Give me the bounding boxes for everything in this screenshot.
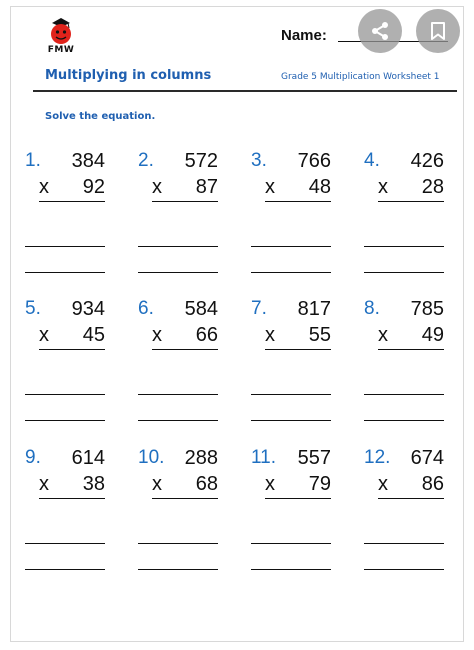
multiplier-row xyxy=(152,473,218,499)
problem-2 xyxy=(138,150,230,290)
problem-12 xyxy=(364,447,456,587)
multiplier-row xyxy=(378,324,444,350)
share-button[interactable] xyxy=(358,9,402,53)
multiplicand: 817 xyxy=(297,298,331,320)
name-label: Name: xyxy=(281,27,327,44)
multiplier-row xyxy=(39,176,105,202)
multiply-sign: x xyxy=(378,176,388,198)
problem-4 xyxy=(364,150,456,290)
multiplicand: 288 xyxy=(184,447,218,469)
multiply-sign: x xyxy=(152,176,162,198)
problem-5 xyxy=(25,298,117,438)
multiplicand: 934 xyxy=(71,298,105,320)
multiplier: 92 xyxy=(82,176,105,198)
multiplicand: 572 xyxy=(184,150,218,172)
multiplier-row xyxy=(265,324,331,350)
problem-1 xyxy=(25,150,117,290)
answer-line[interactable] xyxy=(364,394,444,395)
multiplicand: 384 xyxy=(71,150,105,172)
multiplier: 45 xyxy=(82,324,105,346)
answer-line[interactable] xyxy=(25,394,105,395)
problem-3 xyxy=(251,150,343,290)
multiplier: 49 xyxy=(421,324,444,346)
multiply-sign: x xyxy=(152,324,162,346)
multiplier-row xyxy=(378,176,444,202)
worksheet-title: Multiplying in columns xyxy=(45,68,212,83)
answer-line[interactable] xyxy=(138,543,218,544)
problem-number: 4. xyxy=(364,150,380,171)
answer-line[interactable] xyxy=(364,420,444,421)
multiplicand: 426 xyxy=(410,150,444,172)
answer-line[interactable] xyxy=(251,420,331,421)
multiplier-row xyxy=(39,473,105,499)
multiplicand: 674 xyxy=(410,447,444,469)
answer-line[interactable] xyxy=(251,394,331,395)
problem-number: 7. xyxy=(251,298,267,319)
multiplicand: 614 xyxy=(71,447,105,469)
multiplier: 28 xyxy=(421,176,444,198)
answer-line[interactable] xyxy=(25,420,105,421)
multiplicand: 584 xyxy=(184,298,218,320)
answer-line[interactable] xyxy=(364,569,444,570)
problem-number: 1. xyxy=(25,150,41,171)
answer-line[interactable] xyxy=(364,272,444,273)
problem-number: 6. xyxy=(138,298,154,319)
problem-number: 2. xyxy=(138,150,154,171)
problem-number: 11. xyxy=(251,447,277,468)
multiplicand: 557 xyxy=(297,447,331,469)
answer-line[interactable] xyxy=(138,394,218,395)
bookmark-button[interactable] xyxy=(416,9,460,53)
multiply-sign: x xyxy=(39,176,49,198)
multiplier-row xyxy=(265,176,331,202)
multiply-sign: x xyxy=(265,176,275,198)
multiply-sign: x xyxy=(152,473,162,495)
multiply-sign: x xyxy=(39,324,49,346)
problem-9 xyxy=(25,447,117,587)
multiplier-row xyxy=(378,473,444,499)
multiplier: 68 xyxy=(195,473,218,495)
answer-line[interactable] xyxy=(25,246,105,247)
problem-number: 8. xyxy=(364,298,380,319)
multiplicand: 785 xyxy=(410,298,444,320)
answer-line[interactable] xyxy=(251,272,331,273)
share-icon xyxy=(369,20,391,42)
multiplier: 48 xyxy=(308,176,331,198)
problem-7 xyxy=(251,298,343,438)
problem-6 xyxy=(138,298,230,438)
multiplier: 38 xyxy=(82,473,105,495)
answer-line[interactable] xyxy=(25,569,105,570)
problem-number: 12. xyxy=(364,447,391,468)
answer-line[interactable] xyxy=(138,569,218,570)
multiplier-row xyxy=(265,473,331,499)
problem-number: 9. xyxy=(25,447,41,468)
answer-line[interactable] xyxy=(251,246,331,247)
multiplier: 66 xyxy=(195,324,218,346)
multiplier: 86 xyxy=(421,473,444,495)
problem-number: 10. xyxy=(138,447,165,468)
answer-line[interactable] xyxy=(251,569,331,570)
multiplier-row xyxy=(152,176,218,202)
answer-line[interactable] xyxy=(251,543,331,544)
problem-10 xyxy=(138,447,230,587)
problem-11 xyxy=(251,447,343,587)
multiply-sign: x xyxy=(265,324,275,346)
answer-line[interactable] xyxy=(138,420,218,421)
multiply-sign: x xyxy=(265,473,275,495)
instruction-text: Solve the equation. xyxy=(45,111,156,122)
multiplier: 55 xyxy=(308,324,331,346)
problem-number: 3. xyxy=(251,150,267,171)
multiplier: 79 xyxy=(308,473,331,495)
multiply-sign: x xyxy=(39,473,49,495)
answer-line[interactable] xyxy=(138,272,218,273)
answer-line[interactable] xyxy=(364,246,444,247)
multiply-sign: x xyxy=(378,473,388,495)
logo-text: FMW xyxy=(47,45,75,55)
answer-line[interactable] xyxy=(25,272,105,273)
answer-line[interactable] xyxy=(138,246,218,247)
header-divider xyxy=(33,90,457,92)
worksheet-page xyxy=(10,6,464,642)
multiply-sign: x xyxy=(378,324,388,346)
problem-number: 5. xyxy=(25,298,41,319)
multiplier-row xyxy=(152,324,218,350)
worksheet-subtitle: Grade 5 Multiplication Worksheet 1 xyxy=(281,72,440,82)
bookmark-icon xyxy=(427,20,449,42)
multiplier-row xyxy=(39,324,105,350)
answer-line[interactable] xyxy=(25,543,105,544)
problem-8 xyxy=(364,298,456,438)
answer-line[interactable] xyxy=(364,543,444,544)
apple-logo-icon xyxy=(47,17,75,45)
multiplier: 87 xyxy=(195,176,218,198)
multiplicand: 766 xyxy=(297,150,331,172)
